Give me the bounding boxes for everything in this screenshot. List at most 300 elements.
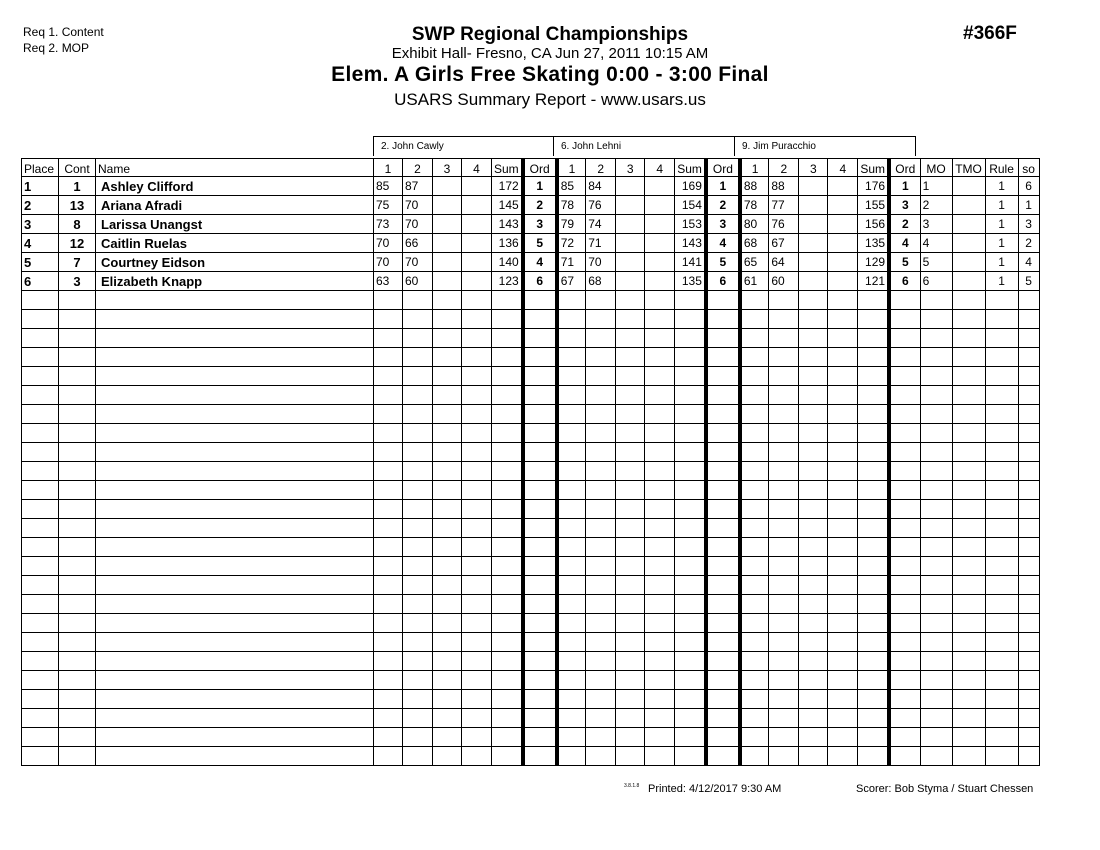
so-cell: [1018, 519, 1039, 538]
judge2-ord-cell: [706, 481, 740, 500]
empty-row: [22, 462, 1040, 481]
judge2-score1-cell: [557, 595, 586, 614]
judge1-score4-cell: [462, 196, 492, 215]
cont-cell: [59, 595, 96, 614]
empty-row: [22, 329, 1040, 348]
judge1-ord-cell: [523, 671, 557, 690]
judge2-score2-cell: [586, 329, 616, 348]
skater-name-cell: [96, 652, 374, 671]
judge3-score1-cell: [740, 367, 769, 386]
judge1-score3-cell: [433, 424, 462, 443]
judge1-score1-cell: [374, 576, 403, 595]
judge1-score2-cell: 66: [403, 234, 433, 253]
judge1-score2-cell: 70: [403, 215, 433, 234]
place-cell: [22, 595, 59, 614]
judge2-score3-cell: [616, 652, 645, 671]
judge1-sum-cell: 123: [492, 272, 523, 291]
empty-row: [22, 690, 1040, 709]
cont-cell: [59, 462, 96, 481]
judge1-score1-cell: [374, 310, 403, 329]
skater-name-cell: [96, 557, 374, 576]
so-cell: [1018, 348, 1039, 367]
judge1-ord-cell: 1: [523, 177, 557, 196]
judge1-score4-cell: [462, 462, 492, 481]
judge1-score2-cell: 87: [403, 177, 433, 196]
so-cell: [1018, 443, 1039, 462]
judge2-score2-cell: [586, 291, 616, 310]
cont-cell: [59, 405, 96, 424]
judge3-score4-cell: [828, 253, 858, 272]
judge3-ord-cell: 6: [889, 272, 920, 291]
judge1-score2-cell: [403, 538, 433, 557]
judge2-sum-cell: 135: [675, 272, 706, 291]
judge1-sum-cell: [492, 500, 523, 519]
judge2-score3-cell: [616, 329, 645, 348]
judge2-score2-cell: [586, 443, 616, 462]
judge2-score1-cell: [557, 576, 586, 595]
cont-cell: [59, 690, 96, 709]
so-cell: [1018, 709, 1039, 728]
judge3-score2-cell: [769, 747, 799, 766]
judge2-score1-cell: 67: [557, 272, 586, 291]
judge1-score1-cell: 73: [374, 215, 403, 234]
judge2-score4-cell: [645, 367, 675, 386]
rule-cell: [985, 367, 1018, 386]
judge2-score2-cell: 68: [586, 272, 616, 291]
judge2-score3-cell: [616, 671, 645, 690]
judge1-score3-cell: [433, 367, 462, 386]
judge3-score3-cell: [799, 747, 828, 766]
judge1-sum-cell: [492, 424, 523, 443]
judge3-ord-cell: [889, 424, 920, 443]
judge3-ord-cell: [889, 481, 920, 500]
judge2-sum-cell: 153: [675, 215, 706, 234]
mo-cell: 3: [920, 215, 952, 234]
judge3-score2-cell: [769, 633, 799, 652]
mo-cell: [920, 481, 952, 500]
empty-row: [22, 310, 1040, 329]
mo-cell: [920, 519, 952, 538]
judge1-sum-cell: [492, 728, 523, 747]
judge1-score3-cell: [433, 690, 462, 709]
judge2-ord-cell: 1: [706, 177, 740, 196]
judge1-score3-cell: [433, 405, 462, 424]
judge2-score1-cell: [557, 348, 586, 367]
judge2-score4-cell: [645, 462, 675, 481]
judge1-score3-cell: [433, 671, 462, 690]
judge3-score2-cell: 77: [769, 196, 799, 215]
place-cell: [22, 329, 59, 348]
judge1-score3-cell: [433, 272, 462, 291]
judge3-score1-cell: [740, 424, 769, 443]
judge2-score2-cell: [586, 405, 616, 424]
judge3-score3-cell: [799, 310, 828, 329]
judge1-score1-cell: [374, 481, 403, 500]
judge3-score4-cell: [828, 215, 858, 234]
judge1-score2-cell: [403, 481, 433, 500]
mo-cell: [920, 690, 952, 709]
skater-name-cell: [96, 386, 374, 405]
cont-cell: [59, 671, 96, 690]
mo-cell: [920, 652, 952, 671]
judge1-score1-cell: 85: [374, 177, 403, 196]
rule-cell: [985, 329, 1018, 348]
judge1-score3-cell: [433, 348, 462, 367]
judge3-score1-cell: [740, 481, 769, 500]
judge3-sum-cell: 121: [858, 272, 889, 291]
judge3-score3-cell: [799, 481, 828, 500]
judge1-score2-cell: [403, 747, 433, 766]
judge2-score2-cell: [586, 633, 616, 652]
judge3-score3-cell: [799, 253, 828, 272]
judge3-ord-cell: [889, 367, 920, 386]
judge3-score3-cell: [799, 690, 828, 709]
empty-row: [22, 652, 1040, 671]
mo-cell: [920, 728, 952, 747]
judge1-score4-cell: [462, 177, 492, 196]
judge2-score2-cell: [586, 557, 616, 576]
j1-score1-header: 1: [374, 159, 403, 177]
rule-cell: [985, 310, 1018, 329]
so-cell: [1018, 728, 1039, 747]
judge1-ord-cell: [523, 367, 557, 386]
judge3-score4-cell: [828, 728, 858, 747]
judge2-sum-cell: [675, 728, 706, 747]
judge1-ord-cell: [523, 728, 557, 747]
column-header-row: [22, 159, 1040, 177]
place-cell: 1: [22, 177, 59, 196]
judge1-score4-cell: [462, 253, 492, 272]
tmo-cell: [952, 728, 985, 747]
so-cell: [1018, 538, 1039, 557]
judge2-score4-cell: [645, 386, 675, 405]
so-cell: [1018, 500, 1039, 519]
judge1-score1-cell: [374, 386, 403, 405]
judge3-ord-cell: 1: [889, 177, 920, 196]
judge2-ord-cell: [706, 633, 740, 652]
judge1-score2-cell: [403, 557, 433, 576]
judge3-sum-cell: [858, 633, 889, 652]
judge-1-name: 2. John Cawly: [373, 136, 554, 156]
judge2-score2-cell: [586, 519, 616, 538]
judge1-score2-cell: [403, 386, 433, 405]
judge2-sum-cell: [675, 348, 706, 367]
judge2-score1-cell: 79: [557, 215, 586, 234]
judge1-score4-cell: [462, 690, 492, 709]
so-cell: [1018, 614, 1039, 633]
judge2-score4-cell: [645, 671, 675, 690]
judge2-score1-cell: [557, 652, 586, 671]
judge3-score2-cell: [769, 405, 799, 424]
judge3-sum-cell: [858, 310, 889, 329]
judge3-score3-cell: [799, 329, 828, 348]
judge2-score1-cell: [557, 557, 586, 576]
judge2-score4-cell: [645, 310, 675, 329]
judge3-sum-cell: [858, 500, 889, 519]
rule-cell: [985, 386, 1018, 405]
tmo-cell: [952, 234, 985, 253]
empty-row: [22, 709, 1040, 728]
so-cell: 5: [1018, 272, 1039, 291]
judge2-score4-cell: [645, 405, 675, 424]
judge3-score2-cell: [769, 481, 799, 500]
judge2-score4-cell: [645, 177, 675, 196]
mo-cell: 4: [920, 234, 952, 253]
skater-name-cell: [96, 690, 374, 709]
skater-name-cell: [96, 443, 374, 462]
cont-cell: [59, 291, 96, 310]
judge3-score1-cell: [740, 405, 769, 424]
judge3-sum-cell: [858, 367, 889, 386]
judge1-score1-cell: 70: [374, 234, 403, 253]
judge2-sum-cell: 169: [675, 177, 706, 196]
judge2-ord-cell: 5: [706, 253, 740, 272]
judge1-sum-cell: [492, 690, 523, 709]
tmo-cell: [952, 595, 985, 614]
judge3-ord-cell: [889, 576, 920, 595]
judge2-ord-cell: [706, 424, 740, 443]
judge1-score1-cell: [374, 367, 403, 386]
judge3-score1-cell: [740, 348, 769, 367]
judge1-score1-cell: [374, 690, 403, 709]
judge2-ord-cell: 3: [706, 215, 740, 234]
judge2-score2-cell: 71: [586, 234, 616, 253]
place-cell: [22, 348, 59, 367]
mo-cell: 6: [920, 272, 952, 291]
judge3-score1-cell: [740, 557, 769, 576]
judge3-ord-cell: [889, 538, 920, 557]
judge2-score3-cell: [616, 196, 645, 215]
judge1-score3-cell: [433, 443, 462, 462]
judge2-sum-cell: [675, 310, 706, 329]
j3-score2-header: 2: [769, 159, 799, 177]
judge1-score1-cell: [374, 614, 403, 633]
judge2-sum-cell: 141: [675, 253, 706, 272]
judge3-sum-cell: [858, 481, 889, 500]
judge3-sum-cell: [858, 747, 889, 766]
so-cell: [1018, 671, 1039, 690]
judge3-score4-cell: [828, 196, 858, 215]
j3-ord-header: Ord: [889, 159, 920, 177]
mo-cell: [920, 595, 952, 614]
judge1-score3-cell: [433, 538, 462, 557]
judge3-sum-cell: [858, 386, 889, 405]
rule-cell: 1: [985, 234, 1018, 253]
skater-name-cell: [96, 709, 374, 728]
judge2-score4-cell: [645, 253, 675, 272]
j1-score4-header: 4: [462, 159, 492, 177]
judge3-sum-cell: [858, 329, 889, 348]
judge1-score1-cell: [374, 709, 403, 728]
judge1-score2-cell: 60: [403, 272, 433, 291]
judge1-score4-cell: [462, 595, 492, 614]
cont-cell: [59, 386, 96, 405]
judge1-score2-cell: [403, 652, 433, 671]
judge2-score2-cell: [586, 424, 616, 443]
judge3-score4-cell: [828, 329, 858, 348]
judge2-score2-cell: [586, 310, 616, 329]
judge1-ord-cell: 2: [523, 196, 557, 215]
tmo-cell: [952, 424, 985, 443]
so-cell: [1018, 424, 1039, 443]
empty-row: [22, 405, 1040, 424]
requirement-2-label: Req 2. MOP: [23, 41, 90, 55]
j2-score2-header: 2: [586, 159, 616, 177]
judge2-score1-cell: 78: [557, 196, 586, 215]
judge1-score1-cell: [374, 747, 403, 766]
judge2-score3-cell: [616, 462, 645, 481]
table-row: [22, 253, 1040, 272]
judge1-score4-cell: [462, 614, 492, 633]
judge3-ord-cell: [889, 728, 920, 747]
cont-cell: 13: [59, 196, 96, 215]
rule-cell: [985, 557, 1018, 576]
empty-row: [22, 538, 1040, 557]
judge2-score1-cell: [557, 690, 586, 709]
place-cell: [22, 633, 59, 652]
empty-row: [22, 747, 1040, 766]
judge3-score4-cell: [828, 386, 858, 405]
judge1-score4-cell: [462, 728, 492, 747]
judge3-sum-cell: 176: [858, 177, 889, 196]
rule-cell: [985, 500, 1018, 519]
judge2-sum-cell: [675, 405, 706, 424]
table-row: [22, 234, 1040, 253]
judge2-score3-cell: [616, 386, 645, 405]
judge3-score4-cell: [828, 481, 858, 500]
mo-cell: [920, 367, 952, 386]
skater-name-cell: [96, 500, 374, 519]
judge3-score1-cell: [740, 538, 769, 557]
judge3-score1-cell: [740, 500, 769, 519]
judge3-score3-cell: [799, 386, 828, 405]
judge2-ord-cell: 4: [706, 234, 740, 253]
tmo-cell: [952, 443, 985, 462]
place-cell: [22, 405, 59, 424]
judge2-score1-cell: 85: [557, 177, 586, 196]
rule-cell: 1: [985, 272, 1018, 291]
judge2-score1-cell: [557, 481, 586, 500]
judge3-score4-cell: [828, 633, 858, 652]
cont-cell: [59, 500, 96, 519]
judge2-sum-cell: 143: [675, 234, 706, 253]
skater-name-cell: [96, 595, 374, 614]
judge1-score3-cell: [433, 633, 462, 652]
judge2-ord-cell: [706, 329, 740, 348]
judge1-score2-cell: [403, 519, 433, 538]
judge2-sum-cell: [675, 481, 706, 500]
mo-header: MO: [920, 159, 952, 177]
judge3-score3-cell: [799, 234, 828, 253]
cont-cell: 3: [59, 272, 96, 291]
judge1-score2-cell: [403, 462, 433, 481]
skater-name-cell: [96, 348, 374, 367]
judge2-score4-cell: [645, 728, 675, 747]
judge1-score1-cell: [374, 500, 403, 519]
judge1-sum-cell: [492, 538, 523, 557]
judge1-score3-cell: [433, 519, 462, 538]
judge1-ord-cell: [523, 538, 557, 557]
version-mark: 3.8.1.8: [624, 783, 640, 789]
judge3-score3-cell: [799, 614, 828, 633]
judge2-score2-cell: 70: [586, 253, 616, 272]
judge1-score2-cell: [403, 671, 433, 690]
place-cell: 4: [22, 234, 59, 253]
judge3-score3-cell: [799, 462, 828, 481]
judge3-ord-cell: [889, 348, 920, 367]
skater-name-cell: [96, 576, 374, 595]
tmo-cell: [952, 310, 985, 329]
mo-cell: [920, 633, 952, 652]
judge3-sum-cell: [858, 538, 889, 557]
judge2-score3-cell: [616, 177, 645, 196]
judge3-ord-cell: [889, 519, 920, 538]
judge2-score2-cell: [586, 671, 616, 690]
judge3-score4-cell: [828, 709, 858, 728]
judge3-score1-cell: [740, 291, 769, 310]
judge2-sum-cell: [675, 367, 706, 386]
judge3-sum-cell: 135: [858, 234, 889, 253]
judge3-score4-cell: [828, 367, 858, 386]
judge1-sum-cell: [492, 633, 523, 652]
judge1-score4-cell: [462, 310, 492, 329]
judge2-ord-cell: [706, 652, 740, 671]
judge2-score3-cell: [616, 215, 645, 234]
judge3-score2-cell: [769, 690, 799, 709]
so-cell: 3: [1018, 215, 1039, 234]
judge3-ord-cell: [889, 747, 920, 766]
place-cell: [22, 443, 59, 462]
cont-cell: [59, 367, 96, 386]
judge2-sum-cell: [675, 557, 706, 576]
judge1-score1-cell: 70: [374, 253, 403, 272]
judge3-score2-cell: [769, 557, 799, 576]
judge3-score1-cell: [740, 386, 769, 405]
judge1-sum-cell: [492, 614, 523, 633]
judge1-score3-cell: [433, 253, 462, 272]
judge3-sum-cell: [858, 424, 889, 443]
judge1-sum-cell: [492, 367, 523, 386]
judge1-score3-cell: [433, 747, 462, 766]
judge1-score4-cell: [462, 576, 492, 595]
judge1-score1-cell: [374, 405, 403, 424]
judge2-score3-cell: [616, 424, 645, 443]
name-header: Name: [96, 159, 374, 177]
judge3-score3-cell: [799, 576, 828, 595]
judge2-score2-cell: [586, 348, 616, 367]
place-cell: [22, 291, 59, 310]
judge3-score4-cell: [828, 310, 858, 329]
mo-cell: [920, 443, 952, 462]
cont-cell: [59, 614, 96, 633]
judge1-score2-cell: [403, 291, 433, 310]
judge2-score4-cell: [645, 652, 675, 671]
judge2-score4-cell: [645, 424, 675, 443]
so-cell: [1018, 557, 1039, 576]
judge2-score3-cell: [616, 310, 645, 329]
judge3-score2-cell: [769, 348, 799, 367]
tmo-cell: [952, 196, 985, 215]
judge1-sum-cell: [492, 481, 523, 500]
judge2-ord-cell: 2: [706, 196, 740, 215]
judge3-sum-cell: [858, 671, 889, 690]
judge1-ord-cell: [523, 481, 557, 500]
j1-ord-header: Ord: [523, 159, 557, 177]
cont-cell: 7: [59, 253, 96, 272]
judge1-score4-cell: [462, 652, 492, 671]
skater-name-cell: [96, 291, 374, 310]
judge1-ord-cell: [523, 386, 557, 405]
